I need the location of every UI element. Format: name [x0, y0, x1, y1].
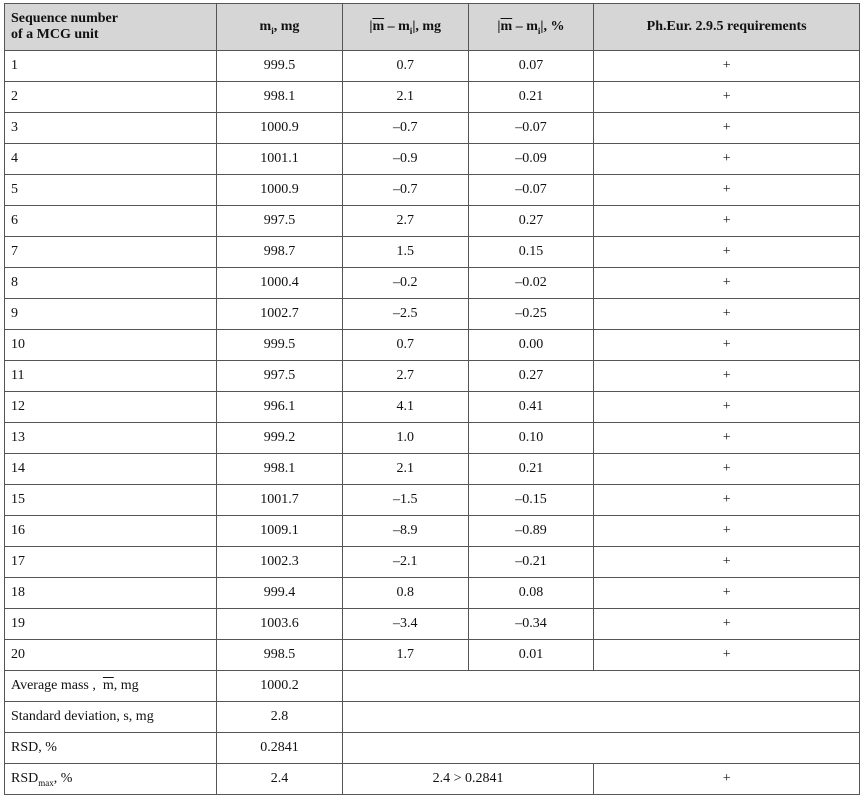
deviation-percent-cell: –0.25 — [468, 299, 594, 330]
sequence-number-cell: 5 — [5, 175, 217, 206]
rsdmax-result: + — [594, 764, 860, 795]
requirement-cell: + — [594, 51, 860, 82]
mass-cell: 1001.7 — [217, 485, 343, 516]
mass-cell: 1000.4 — [217, 268, 343, 299]
requirement-cell: + — [594, 454, 860, 485]
deviation-mg-cell: 0.8 — [342, 578, 468, 609]
average-mass-symbol: $\overline{m}$ — [102, 678, 114, 693]
sequence-number-cell: 16 — [5, 516, 217, 547]
header-abs-deviation-mg — [342, 4, 468, 51]
header-mass — [217, 4, 343, 51]
mass-uniformity-table — [4, 3, 860, 795]
table-row — [5, 485, 860, 516]
deviation-mg-cell: –8.9 — [342, 516, 468, 547]
deviation-percent-cell: –0.21 — [468, 547, 594, 578]
table-row — [5, 144, 860, 175]
sequence-number-cell: 13 — [5, 423, 217, 454]
rsd-empty — [342, 733, 859, 764]
deviation-percent-cell: –0.15 — [468, 485, 594, 516]
table-row — [5, 609, 860, 640]
deviation-percent-cell: 0.27 — [468, 206, 594, 237]
header-mass-unit: , mg — [273, 18, 300, 34]
header-dev-mg-minus: – m — [384, 18, 410, 34]
sequence-number-cell: 18 — [5, 578, 217, 609]
sequence-number-cell: 10 — [5, 330, 217, 361]
average-mass-unit: , mg — [113, 678, 139, 693]
requirement-cell: + — [594, 547, 860, 578]
header-sequence-line2: of a MCG unit — [11, 27, 99, 42]
table-row — [5, 299, 860, 330]
requirement-cell: + — [594, 237, 860, 268]
deviation-percent-cell: 0.08 — [468, 578, 594, 609]
rsd-value: 0.2841 — [217, 733, 343, 764]
table-row — [5, 392, 860, 423]
requirement-cell: + — [594, 82, 860, 113]
table-row — [5, 547, 860, 578]
requirement-cell: + — [594, 175, 860, 206]
sequence-number-cell: 12 — [5, 392, 217, 423]
header-dev-mg-sub: i — [409, 25, 413, 36]
deviation-mg-cell: –0.7 — [342, 113, 468, 144]
average-mass-empty — [342, 671, 859, 702]
deviation-mg-cell: 4.1 — [342, 392, 468, 423]
mass-cell: 999.4 — [217, 578, 343, 609]
requirement-cell: + — [594, 206, 860, 237]
mass-cell: 1003.6 — [217, 609, 343, 640]
header-sequence-line1: Sequence number — [11, 11, 118, 26]
mass-cell: 1000.9 — [217, 113, 343, 144]
header-mass-symbol: m — [259, 18, 272, 34]
average-mass-label — [5, 671, 217, 702]
table-row — [5, 516, 860, 547]
summary-body — [5, 671, 860, 795]
mass-cell: 997.5 — [217, 361, 343, 392]
rsdmax-label-main: RSD — [11, 770, 39, 786]
mass-cell: 1009.1 — [217, 516, 343, 547]
requirement-cell: + — [594, 516, 860, 547]
header-row — [5, 4, 860, 51]
requirement-cell: + — [594, 578, 860, 609]
average-mass-label-text: Average mass , — [11, 678, 103, 693]
table-row — [5, 175, 860, 206]
table-row — [5, 113, 860, 144]
deviation-percent-cell: 0.10 — [468, 423, 594, 454]
rsdmax-label-unit: , % — [53, 770, 73, 786]
sequence-number-cell: 14 — [5, 454, 217, 485]
deviation-mg-cell: –0.9 — [342, 144, 468, 175]
header-mass-sub: i — [271, 25, 274, 36]
summary-row-average — [5, 671, 860, 702]
sequence-number-cell: 6 — [5, 206, 217, 237]
requirement-cell: + — [594, 268, 860, 299]
header-dev-pct-mean: $\overline{m}$ — [500, 18, 513, 34]
average-mass-value: 1000.2 — [217, 671, 343, 702]
mass-cell: 998.1 — [217, 454, 343, 485]
table-wrapper — [4, 3, 860, 795]
mass-cell: 999.5 — [217, 51, 343, 82]
deviation-percent-cell: 0.07 — [468, 51, 594, 82]
deviation-mg-cell: 2.7 — [342, 206, 468, 237]
mass-cell: 1001.1 — [217, 144, 343, 175]
requirement-cell: + — [594, 361, 860, 392]
table-row — [5, 51, 860, 82]
deviation-percent-cell: –0.02 — [468, 268, 594, 299]
header-abs-deviation-percent — [468, 4, 594, 51]
sequence-number-cell: 19 — [5, 609, 217, 640]
deviation-percent-cell: 0.15 — [468, 237, 594, 268]
deviation-percent-cell: 0.01 — [468, 640, 594, 671]
table-row — [5, 423, 860, 454]
header-dev-mg-bar-left: | — [369, 18, 373, 34]
table-row — [5, 578, 860, 609]
sd-empty — [342, 702, 859, 733]
sequence-number-cell: 20 — [5, 640, 217, 671]
deviation-mg-cell: –0.2 — [342, 268, 468, 299]
table-row — [5, 206, 860, 237]
deviation-percent-cell: 0.00 — [468, 330, 594, 361]
sequence-number-cell: 3 — [5, 113, 217, 144]
header-dev-pct-bar-left: | — [497, 18, 501, 34]
mass-cell: 999.2 — [217, 423, 343, 454]
table-row — [5, 330, 860, 361]
rsdmax-value: 2.4 — [217, 764, 343, 795]
deviation-percent-cell: –0.09 — [468, 144, 594, 175]
deviation-percent-cell: –0.89 — [468, 516, 594, 547]
sequence-number-cell: 8 — [5, 268, 217, 299]
sd-label: Standard deviation, s, mg — [5, 702, 217, 733]
deviation-percent-cell: –0.34 — [468, 609, 594, 640]
sequence-number-cell: 15 — [5, 485, 217, 516]
deviation-percent-cell: –0.07 — [468, 175, 594, 206]
header-dev-pct-unit: |, % — [540, 18, 565, 34]
mass-cell: 1002.3 — [217, 547, 343, 578]
deviation-mg-cell: 0.7 — [342, 51, 468, 82]
requirement-cell: + — [594, 392, 860, 423]
header-requirements: Ph.Eur. 2.9.5 requirements — [594, 4, 860, 51]
deviation-mg-cell: –3.4 — [342, 609, 468, 640]
deviation-mg-cell: 1.5 — [342, 237, 468, 268]
requirement-cell: + — [594, 113, 860, 144]
rsd-label: RSD, % — [5, 733, 217, 764]
deviation-percent-cell: 0.27 — [468, 361, 594, 392]
mass-cell: 996.1 — [217, 392, 343, 423]
requirement-cell: + — [594, 330, 860, 361]
mass-cell: 999.5 — [217, 330, 343, 361]
deviation-percent-cell: 0.21 — [468, 82, 594, 113]
rsdmax-label — [5, 764, 217, 795]
deviation-mg-cell: 1.7 — [342, 640, 468, 671]
table-row — [5, 640, 860, 671]
requirement-cell: + — [594, 299, 860, 330]
mass-cell: 998.7 — [217, 237, 343, 268]
deviation-mg-cell: 2.7 — [342, 361, 468, 392]
sequence-number-cell: 17 — [5, 547, 217, 578]
deviation-mg-cell: –2.1 — [342, 547, 468, 578]
deviation-percent-cell: 0.41 — [468, 392, 594, 423]
table-row — [5, 268, 860, 299]
table-row — [5, 454, 860, 485]
sequence-number-cell: 9 — [5, 299, 217, 330]
requirement-cell: + — [594, 609, 860, 640]
sequence-number-cell: 2 — [5, 82, 217, 113]
deviation-mg-cell: 0.7 — [342, 330, 468, 361]
header-dev-pct-sub: i — [537, 25, 541, 36]
mass-cell: 998.1 — [217, 82, 343, 113]
rsdmax-label-sub: max — [38, 777, 54, 788]
requirement-cell: + — [594, 423, 860, 454]
mass-cell: 997.5 — [217, 206, 343, 237]
mass-cell: 1002.7 — [217, 299, 343, 330]
deviation-mg-cell: –2.5 — [342, 299, 468, 330]
rsdmax-comparison: 2.4 > 0.2841 — [342, 764, 593, 795]
summary-row-sd — [5, 702, 860, 733]
header-dev-mg-unit: |, mg — [412, 18, 442, 34]
table-row — [5, 237, 860, 268]
sequence-number-cell: 4 — [5, 144, 217, 175]
sd-value: 2.8 — [217, 702, 343, 733]
deviation-mg-cell: 2.1 — [342, 82, 468, 113]
deviation-mg-cell: –0.7 — [342, 175, 468, 206]
deviation-mg-cell: 1.0 — [342, 423, 468, 454]
header-dev-mg-mean: $\overline{m}$ — [372, 18, 385, 34]
header-dev-pct-minus: – m — [512, 18, 538, 34]
sequence-number-cell: 7 — [5, 237, 217, 268]
header-sequence-number — [5, 4, 217, 51]
mass-cell: 998.5 — [217, 640, 343, 671]
deviation-percent-cell: –0.07 — [468, 113, 594, 144]
summary-row-rsdmax — [5, 764, 860, 795]
deviation-mg-cell: 2.1 — [342, 454, 468, 485]
deviation-mg-cell: –1.5 — [342, 485, 468, 516]
table-body — [5, 51, 860, 671]
table-row — [5, 82, 860, 113]
sequence-number-cell: 11 — [5, 361, 217, 392]
requirement-cell: + — [594, 144, 860, 175]
mass-cell: 1000.9 — [217, 175, 343, 206]
summary-row-rsd — [5, 733, 860, 764]
sequence-number-cell: 1 — [5, 51, 217, 82]
requirement-cell: + — [594, 640, 860, 671]
table-row — [5, 361, 860, 392]
deviation-percent-cell: 0.21 — [468, 454, 594, 485]
requirement-cell: + — [594, 485, 860, 516]
